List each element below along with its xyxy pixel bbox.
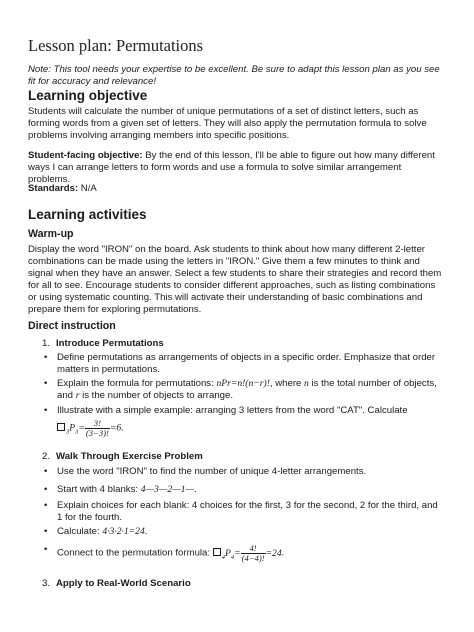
list-item-walk-through-exercise: 2. Walk Through Exercise Problem <box>42 451 203 462</box>
warmup-heading: Warm-up <box>28 228 74 240</box>
placeholder-box-icon <box>213 548 221 556</box>
student-facing-text: By the end of this lesson, I'll be able to figure out how many different ways I can arrange letters to form words and use a formula to solve similar arrangement problems. <box>28 150 435 185</box>
student-facing-objective <box>28 150 446 186</box>
bullet-calculate: • Calculate: 4·3·2·1=24. <box>44 526 148 537</box>
cat-example-formula: $_3P_3=$ $\frac{3!}{(3-3)!}$ =6. <box>57 419 124 439</box>
list-item-label: Apply to Real-World Scenario <box>56 578 191 589</box>
standards-label: Standards: <box>28 183 79 194</box>
direct-instruction-heading: Direct instruction <box>28 320 116 332</box>
bullet-explain-choices: • Explain choices for each blank: 4 choices for the first, 3 for the second, 2 for the third, and 1 for the fourth. <box>44 500 438 523</box>
standards-line <box>28 183 446 195</box>
list-item-label: Introduce Permutations <box>56 338 164 349</box>
bullet-connect-formula: • Connect to the permutation formula: $_4P_4=$ $\frac{4!}{(4-4)!}$ =24. <box>44 543 285 563</box>
standards-value: N/A <box>78 183 97 194</box>
learning-objective-body: Students will calculate the number of unique permutations of a set of distinct letters, such as forming words from a given set of letters. They will also apply the permutation formula to solve problems involving arranging members into specific positions. <box>28 106 427 141</box>
bullet-start-blanks: • Start with 4 blanks: 4—3—2—1—. <box>44 484 197 495</box>
iron-permutation-formula: $_4P_4=$ $\frac{4!}{(4-4)!}$ =24 <box>213 548 282 559</box>
list-item-label: Walk Through Exercise Problem <box>56 451 203 462</box>
bullet-define-permutations: • Define permutations as arrangements of objects in a specific order. Emphasize that order matters in permutations. <box>44 352 436 375</box>
learning-objective-heading: Learning objective <box>28 88 148 103</box>
bullet-explain-formula: • Explain the formula for permutations: nPr=n!(n−r)!, where n is the total number of objects, and r is the number of objects to arrange. <box>44 378 437 401</box>
placeholder-box-icon <box>57 423 65 431</box>
warmup-body: Display the word "IRON" on the board. Ask students to think about how many different 2-letter combinations can be made using the letters in "IRON." Give them a few minutes to think and signal when they have an answer. Select a few students to share their strategies and record them for all to see. Encourage students to consider different approaches, such as listing combinations or using systematic counting. This will activate their understanding of basic combinations and prepare them for exploring permutations. <box>28 244 442 315</box>
bullet-use-word-iron: • Use the word "IRON" to find the number of unique 4-letter arrangements. <box>44 466 367 477</box>
disclaimer-note: Note: This tool needs your expertise to be excellent. Be sure to adapt this lesson plan as you see fit for accuracy and relevance! <box>28 63 440 87</box>
list-item-apply-real-world: 3. Apply to Real-World Scenario <box>42 578 191 589</box>
page-title: Lesson plan: Permutations <box>28 36 204 55</box>
list-item-introduce-permutations: 1. Introduce Permutations <box>42 338 164 349</box>
learning-activities-heading: Learning activities <box>28 207 147 222</box>
permutation-formula: nPr=n!(n−r)! <box>216 378 270 389</box>
bullet-illustrate-example: • Illustrate with a simple example: arranging 3 letters from the word "CAT". Calculate $_3P_3=$ $\frac{3!}{(3-3)!}$ =6. <box>44 405 408 438</box>
student-facing-label: Student-facing objective: <box>28 150 143 161</box>
